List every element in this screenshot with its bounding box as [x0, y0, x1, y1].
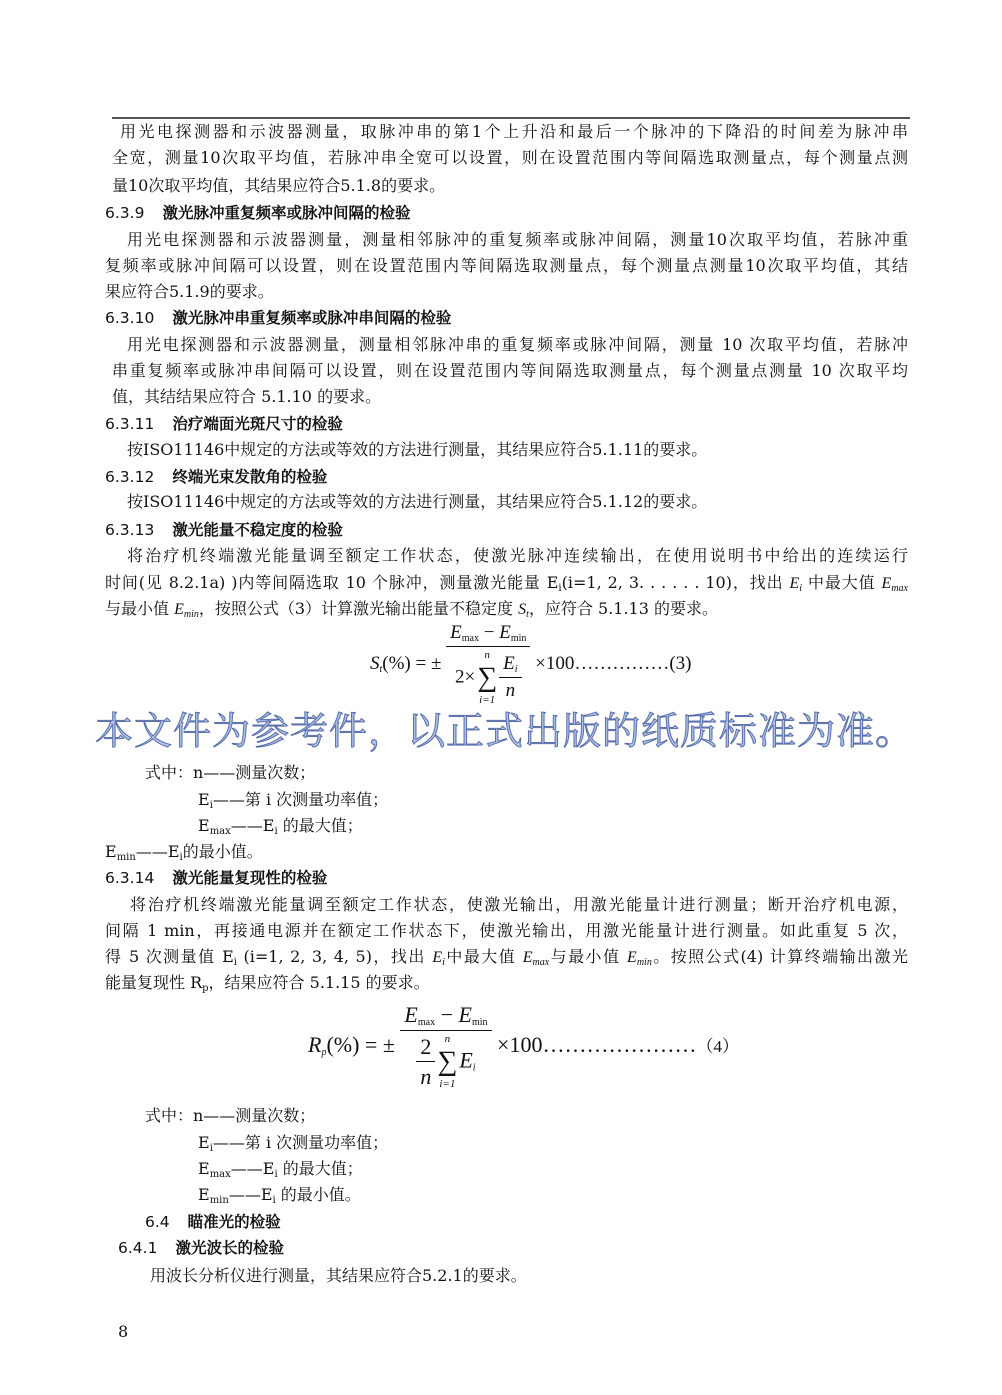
text-run: ——E	[228, 1185, 273, 1204]
paragraph-line	[105, 255, 908, 277]
subscript: i	[272, 1195, 276, 1206]
section-heading	[105, 202, 410, 224]
text-run: 的最大值；	[277, 816, 363, 835]
text-run: ——E	[230, 816, 275, 835]
paragraph-line	[112, 147, 908, 169]
formula-sub: min	[510, 633, 527, 644]
paragraph-line	[145, 1105, 315, 1127]
text-run: E	[198, 1185, 210, 1204]
formula-var: E	[499, 622, 511, 643]
text-run: ，按照公式（3）计算激光输出能量不稳定度	[198, 599, 519, 618]
paragraph-line	[150, 1265, 527, 1287]
section-heading	[105, 307, 451, 329]
formula-var: n	[420, 1064, 432, 1090]
formula-text: ∑	[437, 1046, 458, 1078]
section-number: 6.3.14	[105, 869, 155, 887]
paragraph-line	[127, 229, 908, 251]
text-run: 的最大值；	[277, 1159, 363, 1178]
text-run: 时间(见 8.2.1a) )内等间隔选取 10 个脉冲，测量激光能量 E	[105, 573, 559, 592]
text-run: 。按照公式(4) 计算终端输出激光	[651, 947, 908, 966]
formula-dots: …………………	[542, 1031, 697, 1057]
section-heading	[105, 466, 327, 488]
formula-text: ×100	[497, 1031, 543, 1057]
formula-4	[308, 1002, 739, 1092]
formula-var: E	[458, 1002, 472, 1027]
text-run: 量10次取平均值，其结果应符合5.1.8的要求。	[112, 176, 446, 195]
formula-text: −	[478, 622, 500, 643]
paragraph-line	[105, 920, 908, 942]
formula-sub: t	[379, 664, 383, 676]
section-heading	[105, 867, 327, 889]
formula-tag: (3)	[669, 653, 692, 675]
paragraph-line	[198, 1158, 363, 1186]
math-variable: E	[789, 575, 800, 592]
math-variable: E	[881, 575, 892, 592]
paragraph-line	[198, 789, 388, 817]
section-number: 6.3.10	[105, 309, 155, 327]
text-run: ——第 i 次测量功率值；	[212, 1133, 389, 1152]
formula-var: E	[450, 622, 462, 643]
text-run: 的最小值。	[275, 1185, 361, 1204]
text-run: 得 5 次测量值 E	[105, 947, 234, 966]
section-number: 6.3.13	[105, 521, 155, 539]
text-run: ——第 i 次测量功率值；	[212, 790, 389, 809]
subscript: t	[526, 609, 529, 620]
text-run: (i=1, 2, 3, 4, 5)，找出	[236, 947, 433, 966]
text-run: 串重复频率或脉冲串间隔可以设置，则在设置范围内等间隔选取测量点，每个测量点测量 10 次取平均	[112, 361, 908, 380]
formula-var: E	[404, 1002, 418, 1027]
text-run: 中最大值	[802, 573, 882, 592]
text-run: E	[198, 1159, 210, 1178]
text-run: 与最小值	[549, 947, 628, 966]
section-title: 激光波长的检验	[175, 1239, 284, 1257]
subscript: min	[209, 1195, 229, 1206]
text-run: E	[105, 842, 117, 861]
section-title: 治疗端面光斑尺寸的检验	[172, 415, 343, 433]
subscript: i	[179, 852, 183, 863]
formula-sub: i=1	[479, 694, 496, 707]
formula-fraction	[400, 1002, 491, 1092]
formula-sub: i=1	[439, 1078, 456, 1091]
formula-text: (%) = ±	[382, 653, 442, 675]
subscript: max	[891, 583, 908, 594]
subscript: min	[636, 957, 652, 968]
paragraph-line	[198, 1132, 388, 1160]
subscript: i	[209, 800, 213, 811]
paragraph-line	[112, 175, 445, 197]
text-run: 用光电探测器和示波器测量，取脉冲串的第1个上升沿和最后一个脉冲的下降沿的时间差为脉冲串	[120, 122, 908, 141]
subscript: i	[558, 583, 562, 594]
paragraph-line	[120, 121, 908, 143]
paragraph-line	[105, 972, 430, 1000]
text-run: ，应符合 5.1.13 的要求。	[528, 599, 719, 618]
section-number: 6.4.1	[118, 1239, 158, 1257]
math-variable: E	[432, 949, 443, 966]
subscript: p	[202, 983, 209, 994]
paragraph-line	[105, 572, 908, 594]
text-run: 的最小值。	[182, 842, 263, 861]
paragraph-line	[112, 360, 908, 382]
section-heading	[118, 1237, 284, 1259]
page-number: 8	[118, 1322, 129, 1341]
text-run: 值，其结结果应符合 5.1.10 的要求。	[112, 387, 382, 406]
section-heading	[105, 519, 343, 541]
math-variable: E	[174, 601, 184, 618]
section-heading	[105, 413, 343, 435]
text-run: ——E	[135, 842, 180, 861]
formula-text: 2×	[454, 666, 476, 688]
formula-dots: ……………	[574, 653, 670, 675]
subscript: max	[209, 826, 231, 837]
section-number: 6.3.9	[105, 204, 145, 222]
paragraph-line	[130, 894, 908, 916]
text-run: 式中：n——测量次数；	[145, 763, 316, 782]
formula-sub: min	[471, 1017, 488, 1028]
formula-sub: n	[484, 649, 490, 661]
section-title: 终端光束发散角的检验	[172, 468, 328, 486]
text-run: 式中：n——测量次数；	[145, 1106, 316, 1125]
text-run: E	[198, 1133, 210, 1152]
paragraph-line	[145, 762, 315, 784]
formula-text: (%) = ±	[326, 1031, 395, 1057]
text-run: E	[198, 816, 210, 835]
paragraph-line	[127, 491, 707, 513]
section-title: 激光脉冲串重复频率或脉冲串间隔的检验	[172, 309, 452, 327]
paragraph-line	[198, 1184, 361, 1212]
formula-fraction	[446, 622, 530, 708]
text-run: (i=1, 2, 3. . . . . . 10)，找出	[561, 573, 790, 592]
watermark: 本文件为参考件，以正式出版的纸质标准为准。	[95, 709, 915, 753]
text-run: 复频率或脉冲间隔可以设置，则在设置范围内等间隔选取测量点，每个测量点测量10次取平均值，其结	[105, 256, 908, 275]
paragraph-line	[105, 946, 908, 968]
text-run: 按ISO11146中规定的方法或等效的方法进行测量，其结果应符合5.1.11的要求。	[127, 440, 708, 459]
formula-3	[370, 622, 692, 708]
paragraph-line	[105, 281, 274, 303]
sigma-symbol	[477, 649, 497, 708]
text-run: 按ISO11146中规定的方法或等效的方法进行测量，其结果应符合5.1.12的要求。	[127, 492, 708, 511]
math-variable: E	[522, 949, 533, 966]
section-title: 瞄准光的检验	[187, 1213, 281, 1231]
text-run: 果应符合5.1.9的要求。	[105, 282, 274, 301]
paragraph-line	[127, 334, 908, 356]
subscript: i	[274, 826, 278, 837]
formula-text: −	[435, 1002, 459, 1027]
text-run: 将治疗机终端激光能量调至额定工作状态，使激光输出，用激光能量计进行测量；断开治疗机电源，	[130, 895, 908, 914]
text-run: 用波长分析仪进行测量，其结果应符合5.2.1的要求。	[150, 1266, 527, 1285]
text-run: ，结果应符合 5.1.15 的要求。	[208, 973, 430, 992]
subscript: max	[532, 957, 550, 968]
sigma-symbol	[437, 1033, 457, 1092]
formula-sub: i	[514, 664, 518, 676]
formula-sub: p	[321, 1046, 327, 1058]
formula-var: S	[370, 653, 380, 675]
formula-sub: i	[472, 1062, 476, 1074]
section-heading	[145, 1211, 281, 1233]
text-run: ——E	[230, 1159, 275, 1178]
formula-text: ×100	[535, 653, 575, 675]
text-run: 用光电探测器和示波器测量，测量相邻脉冲的重复频率或脉冲间隔，测量10次取平均值，若脉冲重	[127, 230, 908, 249]
subscript: i	[274, 1169, 278, 1180]
paragraph-line	[112, 386, 381, 408]
text-run: 间隔 1 min，再接通电源并在额定工作状态下，使激光输出，用激光能量计进行测量。如此重复 5 次，	[105, 921, 908, 940]
paragraph-line	[127, 545, 908, 567]
formula-text: 2	[416, 1034, 435, 1062]
subscript: min	[183, 609, 199, 620]
formula-var: n	[505, 680, 516, 702]
text-run: 与最小值	[105, 599, 175, 618]
section-number: 6.3.12	[105, 468, 155, 486]
formula-var: E	[503, 653, 515, 675]
formula-sub: n	[444, 1033, 451, 1045]
paragraph-line	[127, 439, 707, 461]
formula-var: E	[459, 1047, 473, 1073]
math-variable: E	[627, 949, 637, 966]
section-number: 6.3.11	[105, 415, 155, 433]
subscript: i	[233, 957, 237, 968]
section-title: 激光能量复现性的检验	[172, 869, 328, 887]
subscript: i	[799, 583, 803, 594]
text-run: 能量复现性 R	[105, 973, 203, 992]
subscript: max	[209, 1169, 231, 1180]
text-run: 中最大值	[444, 947, 523, 966]
section-title: 激光脉冲重复频率或脉冲间隔的检验	[162, 204, 411, 222]
section-title: 激光能量不稳定度的检验	[172, 521, 343, 539]
header-rule	[112, 117, 910, 119]
text-run: 将治疗机终端激光能量调至额定工作状态，使激光脉冲连续输出，在使用说明书中给出的连续运行	[127, 546, 908, 565]
paragraph-line	[105, 841, 263, 869]
formula-sub: max	[417, 1017, 436, 1028]
formula-tag: （4）	[696, 1036, 739, 1056]
subscript: i	[442, 957, 445, 968]
math-variable: S	[518, 601, 527, 618]
text-run: 全宽，测量10次取平均值，若脉冲串全宽可以设置，则在设置范围内等间隔选取测量点，每个测量点测	[112, 148, 908, 167]
formula-text: ∑	[477, 662, 498, 694]
subscript: min	[116, 852, 136, 863]
section-number: 6.4	[145, 1213, 170, 1231]
formula-sub: max	[461, 633, 479, 644]
paragraph-line	[198, 815, 363, 843]
formula-var: R	[308, 1031, 322, 1057]
text-run: E	[198, 790, 210, 809]
subscript: i	[209, 1143, 213, 1154]
text-run: 用光电探测器和示波器测量，测量相邻脉冲串的重复频率或脉冲间隔，测量 10 次取平均值，若脉冲	[127, 335, 908, 354]
